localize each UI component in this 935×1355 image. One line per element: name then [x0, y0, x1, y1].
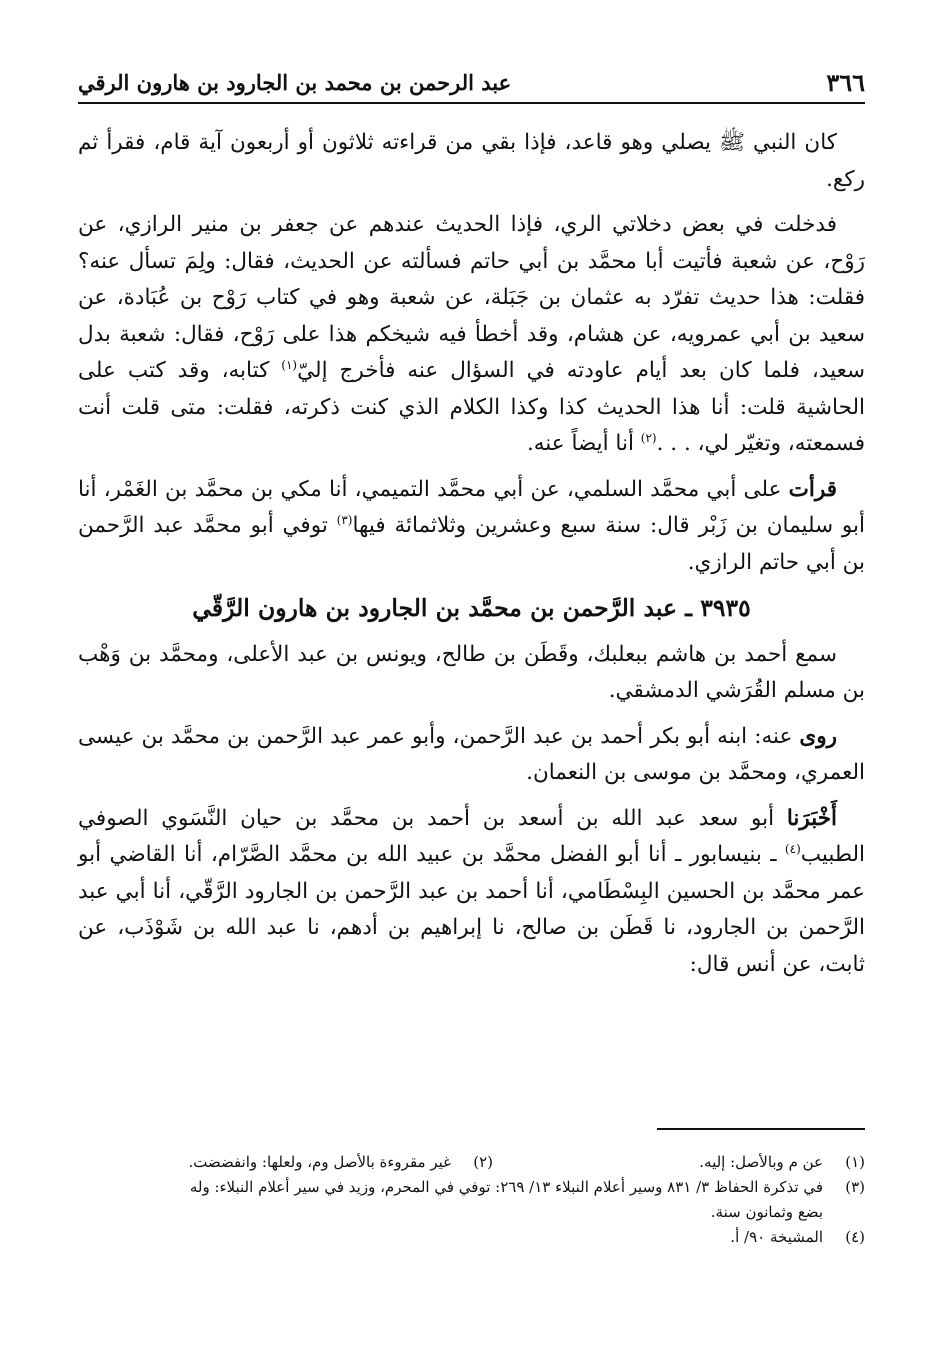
- footnote-divider: [657, 1128, 865, 1130]
- footnote-ref-2: (٢): [640, 430, 657, 445]
- footnote-text-3: في تذكرة الحفاظ ٣/ ٨٣١ وسير أعلام النبلاء ١٣/ ٢٦٩: توفي في المحرم، وزيد في سير أعلام النبلاء: وله: [189, 1178, 823, 1196]
- footnote-number-4: (٤): [845, 1228, 865, 1246]
- main-text: [78, 125, 865, 992]
- paragraph-isnad: أَخْبَرَنا أبو سعد عبد الله بن أسعد بن أحمد بن محمَّد بن حيان النَّسَوي الصوفي الطبيب$^{(٤)}$ ـ بنيسابور ـ أنا أبو الفضل محمَّد بن عبيد الله بن محمَّد الصَّرّام، أنا القاضي أبو عمر محمَّد بن الحسين البِسْطَامي، أنا أحمد بن عبد الرَّحمن بن الجارود الرَّقّي، أنا أبي عبد الرَّحمن بن الجارود، نا قَطَن بن صالح، نا إبراهيم بن أدهم، نا عبد الله بن شَوْذَب، عن ثابت، عن أنس قال:: [78, 805, 865, 977]
- footnote-number-3: (٣): [845, 1178, 865, 1196]
- running-title: عبد الرحمن بن محمد بن الجارود بن هارون الرقي: [78, 70, 512, 95]
- footnotes: [78, 1150, 865, 1250]
- footnote-row-1-2: [78, 1150, 865, 1175]
- footnote-text-1: عن م وبالأصل: إليه.: [699, 1153, 823, 1171]
- paragraph-narration: فدخلت في بعض دخلاتي الري، فإذا الحديث عندهم عن جعفر بن منير الرازي، عن رَوْح، عن شعبة فأتيت أبا محمَّد بن أبي حاتم فسألته عن الحديث، فقال: ولِمَ تسأل عنه؟ فقلت: هذا حديث تفرّد به عثمان بن جَبَلة، عن شعبة وهو في كتاب رَوْح بن عُبَادة، عن سعيد بن أبي عمرويه، عن هشام، وقد أخطأ فيه شيخكم هذا على رَوْح، فقال: شعبة بدل سعيد، فلما كان بعد أيام عاودته في السؤال عنه فأخرج إليّ$^{(١)}$ كتابه، وقد كتب على الحاشية قلت: أنا هذا الحديث كذا وكذا الكلام الذي كنت ذكرته، فقلت: متى قلت أنت فسمعته، وتغيّر لي، . . .$^{(٢)}$ أنا أيضاً عنه.: [78, 212, 865, 456]
- footnote-number-2: (٢): [473, 1153, 493, 1171]
- entry-heading: ٣٩٣٥ ـ عبد الرَّحمن بن محمَّد بن الجارود بن هارون الرَّقّي: [192, 594, 751, 622]
- footnote-text-3-continued: بضع وثمانون سنة.: [710, 1203, 823, 1221]
- footnote-text-4: المشيخة ٩٠/ أ.: [730, 1228, 823, 1246]
- paragraph-reading: قرأت على أبي محمَّد السلمي، عن أبي محمَّد التميمي، أنا مكي بن محمَّد بن الغَمْر، أنا أبو سليمان بن زَبْر قال: سنة سبع وعشرين وثلاثمائة فيها$^{(٣)}$ توفي أبو محمَّد عبد الرَّحمن بن أبي حاتم الرازي.: [78, 476, 865, 575]
- footnote-text-2: غير مقروءة بالأصل وم، ولعلها: وانفضضت.: [188, 1153, 451, 1171]
- footnote-ref-4: (٤): [784, 841, 801, 856]
- footnote-row-4: [78, 1225, 865, 1250]
- footnote-ref-1: (١): [281, 357, 298, 372]
- paragraph-narrated-from-him: روى عنه: ابنه أبو بكر أحمد بن عبد الرَّحمن، وأبو عمر عبد الرَّحمن بن محمَّد بن عيسى العمري، ومحمَّد بن موسى بن النعمان.: [78, 723, 865, 785]
- lead-word-akhbarana: أَخْبَرَنا: [786, 805, 837, 831]
- footnote-number-1: (١): [845, 1153, 865, 1171]
- paragraph-heard-from: سمع أحمد بن هاشم ببعلبك، وقَطَن بن طالح، ويونس بن عبد الأعلى، ومحمَّد بن وَهْب بن مسلم القُرَشي الدمشقي.: [78, 641, 865, 703]
- lead-word-rawa: روى: [799, 723, 837, 749]
- page-header: [78, 62, 865, 104]
- paragraph-hadith-end: كان النبي ﷺ يصلي وهو قاعد، فإذا بقي من قراءته ثلاثون أو أربعون آية قام، فقرأ ثم ركع.: [78, 130, 865, 192]
- lead-word-qara-tu: قرأت: [788, 476, 837, 502]
- page-number: ٣٦٦: [826, 68, 865, 97]
- footnote-ref-3: (٣): [336, 512, 353, 527]
- footnote-row-3: [78, 1175, 865, 1200]
